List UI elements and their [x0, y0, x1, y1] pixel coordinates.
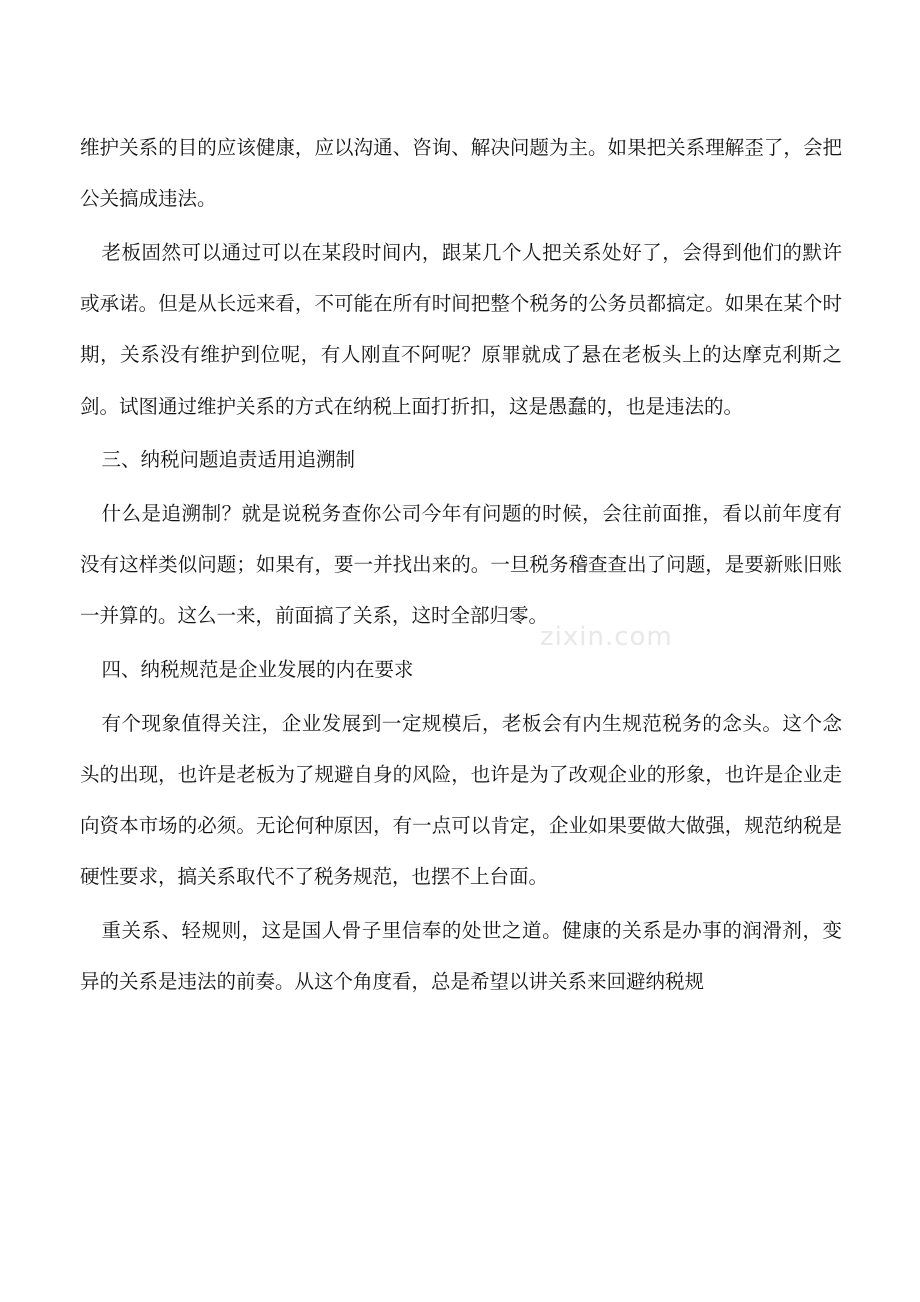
document-body	[80, 122, 842, 1010]
section-heading-tax-compliance: 四、纳税规范是企业发展的内在要求	[101, 658, 414, 682]
paragraph-boss-relationship: 老板固然可以通过可以在某段时间内，跟某几个人把关系处好了，会得到他们的默许或承诺。但是从长远来看，不可能在所有时间把整个税务的公务员都搞定。如果在某个时期，关系没有维护到位呢，有人刚直不阿呢？原罪就成了悬在老板头上的达摩克利斯之剑。试图通过维护关系的方式在纳税上面打折扣，这是愚蠢的，也是违法的。	[80, 240, 842, 418]
paragraph-relations-vs-rules: 重关系、轻规则，这是国人骨子里信奉的处世之道。健康的关系是办事的润滑剂，变异的关系是违法的前奏。从这个角度看，总是希望以讲关系来回避纳税规	[80, 919, 842, 994]
watermark: zixin.com	[540, 622, 673, 652]
paragraph-enterprise-development: 有个现象值得关注，企业发展到一定规模后，老板会有内生规范税务的念头。这个念头的出现，也许是老板为了规避自身的风险，也许是为了改观企业的形象，也许是企业走向资本市场的必须。无论何种原因，有一点可以肯定，企业如果要做大做强，规范纳税是硬性要求，搞关系取代不了税务规范，也摆不上台面。	[80, 711, 842, 889]
section-heading-retroactive: 三、纳税问题追责适用追溯制	[101, 448, 355, 472]
paragraph-relationship-purpose: 维护关系的目的应该健康，应以沟通、咨询、解决问题为主。如果把关系理解歪了，会把公关搞成违法。	[80, 136, 842, 211]
paragraph-retroactive-system: 什么是追溯制？就是说税务查你公司今年有问题的时候，会往前面推，看以前年度有没有这样类似问题；如果有，要一并找出来的。一旦税务稽查查出了问题，是要新账旧账一并算的。这么一来，前面搞了关系，这时全部归零。	[80, 501, 842, 628]
